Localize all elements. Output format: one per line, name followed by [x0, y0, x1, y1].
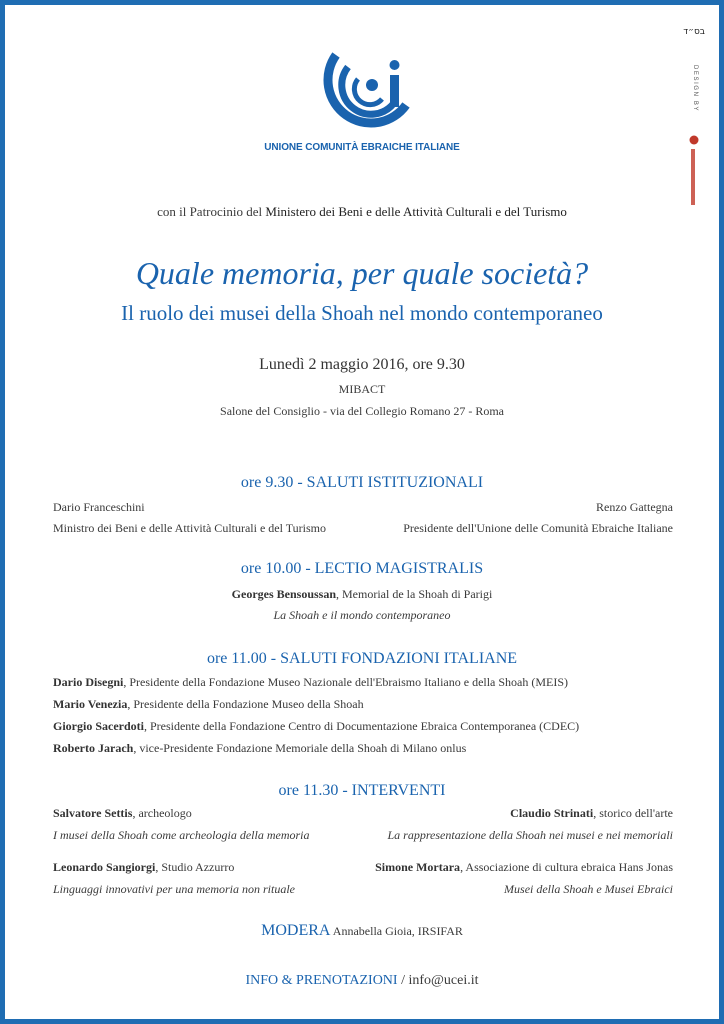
list-item — [53, 697, 673, 712]
speaker-role: Presidente dell'Unione delle Comunità Ebraiche Italiane — [403, 521, 673, 535]
speaker-name: Leonardo Sangiorgi — [53, 860, 156, 874]
interventi-talks-row-2 — [53, 882, 673, 897]
speaker-name: Roberto Jarach — [53, 741, 134, 755]
list-item — [53, 675, 673, 690]
speaker-role: , Presidente della Fondazione Centro di Documentazione Ebraica Contemporanea (CDEC) — [143, 719, 580, 733]
interventi-row-1 — [53, 806, 673, 821]
interventi-talks-row-1 — [53, 828, 673, 843]
speaker-name: Simone Mortara — [375, 860, 461, 874]
heading-interventi: ore 11.30 - INTERVENTI — [278, 782, 446, 799]
organization-name: UNIONE COMUNITÀ EBRAICHE ITALIANE — [264, 142, 460, 153]
speaker-role: , Presidente della Fondazione Museo della Shoah — [127, 697, 364, 711]
speaker-name: Renzo Gattegna — [596, 500, 673, 514]
info-email-link[interactable]: info@ucei.it — [408, 973, 479, 988]
speaker-role: , Associazione di cultura ebraica Hans Jonas — [460, 860, 673, 874]
ucei-logo-icon — [310, 47, 420, 135]
speaker-name: Dario Disegni — [53, 675, 124, 689]
interventi-row-2 — [53, 860, 673, 875]
patronage-ministry: Ministero dei Beni e delle Attività Culturali e del Turismo — [265, 204, 567, 219]
talk-title: I musei della Shoah come archeologia della memoria — [53, 828, 310, 842]
event-date: Lunedì 2 maggio 2016, ore 9.30 — [259, 356, 465, 373]
speaker-name: Dario Franceschini — [53, 500, 145, 514]
speaker-name: Mario Venezia — [53, 697, 128, 711]
heading-saluti-istituzionali: ore 9.30 - SALUTI ISTITUZIONALI — [240, 474, 484, 491]
lectio-talk-title: La Shoah e il mondo contemporaneo — [273, 608, 451, 622]
speaker-role: , Studio Azzurro — [155, 860, 235, 874]
speaker-affiliation: , Memorial de la Shoah di Parigi — [336, 587, 493, 601]
patronage-line — [5, 204, 719, 220]
speaker-name: Georges Bensoussan — [231, 587, 337, 601]
moderator-line — [5, 922, 719, 940]
event-address: Salone del Consiglio - via del Collegio Romano 27 - Roma — [220, 404, 504, 418]
speaker-role: , archeologo — [132, 806, 192, 820]
designer-credit-text: DESIGN BY — [692, 65, 698, 113]
speaker-role: , Presidente della Fondazione Museo Nazionale dell'Ebraismo Italiano e della Shoah (MEIS) — [123, 675, 569, 689]
speaker-role: , storico dell'arte — [593, 806, 673, 820]
saluti-names-row — [53, 500, 673, 515]
info-separator: / — [397, 973, 409, 988]
speaker-name: Salvatore Settis — [53, 806, 133, 820]
heading-lectio-magistralis: ore 10.00 - LECTIO MAGISTRALIS — [240, 560, 484, 577]
speaker-right — [510, 806, 673, 821]
list-item — [53, 741, 673, 756]
patronage-prefix: con il Patrocinio del — [157, 204, 266, 219]
page-title: Quale memoria, per quale società? — [135, 255, 589, 291]
moderator-name: Annabella Gioia, IRSIFAR — [330, 924, 463, 938]
info-label: INFO & PRENOTAZIONI — [245, 973, 398, 988]
moderator-label: MODERA — [261, 922, 331, 939]
speaker-role: Ministro dei Beni e delle Attività Culturali e del Turismo — [53, 521, 326, 535]
speaker-name: Giorgio Sacerdoti — [53, 719, 144, 733]
talk-title: Musei della Shoah e Musei Ebraici — [504, 882, 673, 896]
event-venue: MIBACT — [338, 382, 386, 396]
speaker-role: , vice-Presidente Fondazione Memoriale della Shoah di Milano onlus — [133, 741, 467, 755]
speaker-left — [53, 860, 234, 874]
info-line — [5, 973, 719, 989]
talk-title: Linguaggi innovativi per una memoria non rituale — [53, 882, 295, 896]
list-item — [53, 719, 673, 734]
speaker-name: Claudio Strinati — [510, 806, 594, 820]
hebrew-mark: בס״ד — [683, 27, 705, 37]
invitation-sheet — [5, 5, 719, 1019]
lectio-speaker-line — [5, 587, 719, 602]
speaker-right — [375, 860, 673, 875]
heading-saluti-fondazioni: ore 11.00 - SALUTI FONDAZIONI ITALIANE — [206, 650, 518, 667]
speaker-left — [53, 806, 192, 820]
designer-wordmark — [691, 149, 695, 205]
page-subtitle: Il ruolo dei musei della Shoah nel mondo contemporaneo — [121, 301, 603, 325]
talk-title: La rappresentazione della Shoah nei musei e nei memoriali — [387, 828, 673, 842]
saluti-roles-row — [53, 521, 673, 536]
